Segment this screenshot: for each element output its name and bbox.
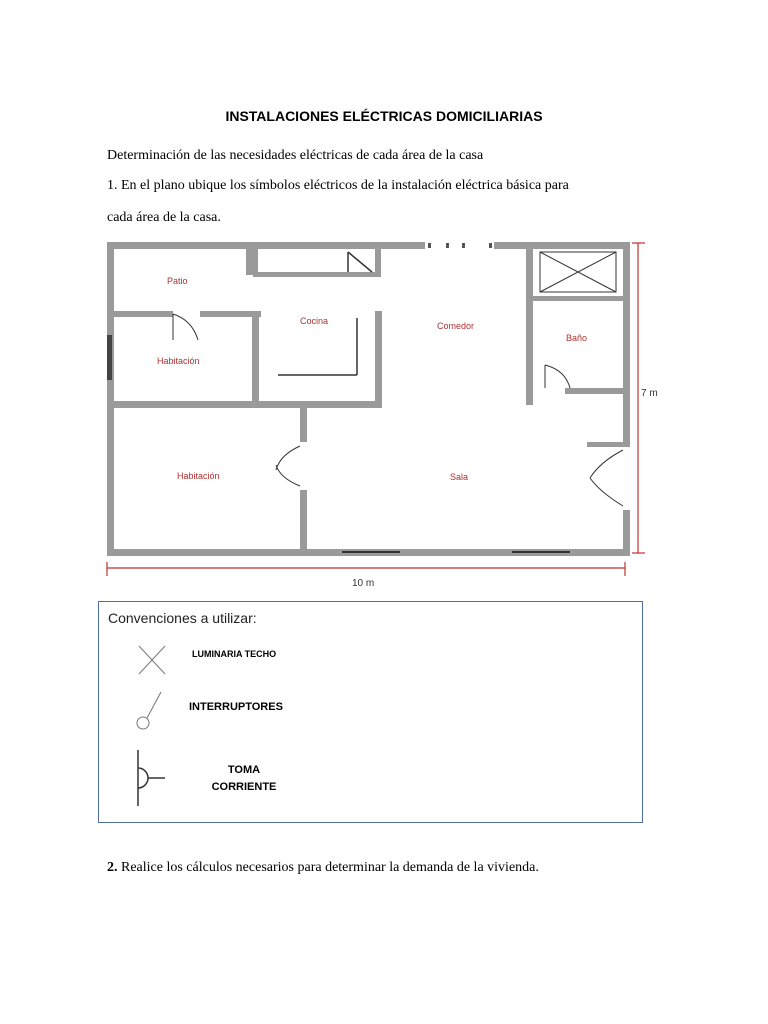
switch-icon xyxy=(135,688,165,734)
legend-label-luminaria: LUMINARIA TECHO xyxy=(192,649,277,659)
page-title: INSTALACIONES ELÉCTRICAS DOMICILIARIAS xyxy=(225,108,543,124)
room-label-bano: Baño xyxy=(566,333,588,343)
walls xyxy=(107,242,630,556)
legend-box xyxy=(98,601,643,823)
room-label-habitacion-1: Habitación xyxy=(157,356,200,366)
instruction-1-line-1: 1. En el plano ubique los símbolos eléctricos de la instalación eléctrica básica para xyxy=(107,178,569,193)
instruction-2: 2. Realice los cálculos necesarios para determinar la demanda de la vivienda. xyxy=(107,860,539,875)
room-label-sala: Sala xyxy=(450,472,469,482)
legend-title: Convenciones a utilizar: xyxy=(108,610,257,626)
room-label-cocina: Cocina xyxy=(300,316,329,326)
outlet-icon xyxy=(135,748,169,808)
ceiling-light-icon xyxy=(137,644,167,676)
intro-text: Determinación de las necesidades eléctricas de cada área de la casa xyxy=(107,148,484,163)
room-label-habitacion-2: Habitación xyxy=(177,471,220,481)
instruction-1-line-2: cada área de la casa. xyxy=(107,210,221,225)
room-label-comedor: Comedor xyxy=(437,321,475,331)
legend-label-interruptores: INTERRUPTORES xyxy=(189,701,283,713)
dimension-height-label: 7 m xyxy=(641,388,658,399)
room-label-patio: Patio xyxy=(167,276,188,286)
dimension-width-label: 10 m xyxy=(352,578,375,589)
legend-label-toma-corriente: TOMA CORRIENTE xyxy=(211,764,277,793)
